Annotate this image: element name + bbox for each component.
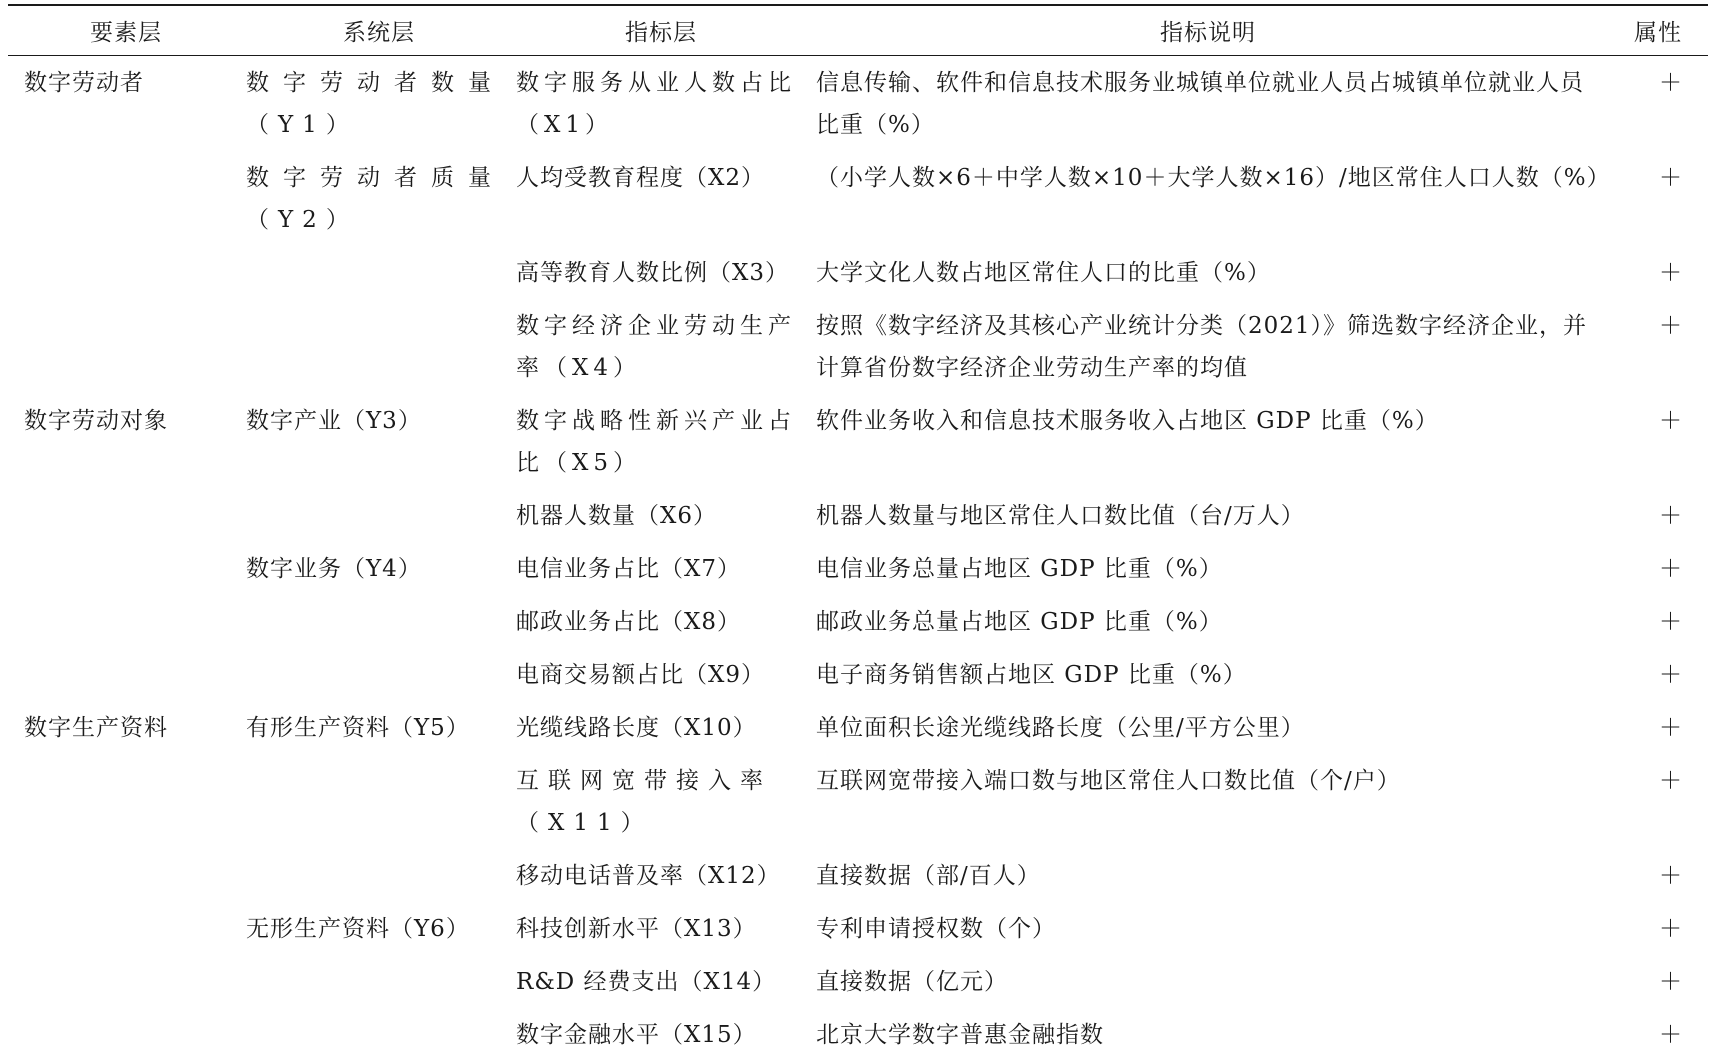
indicator-cell: 邮政业务占比（X8）	[516, 608, 742, 635]
attribute-cell: ＋	[1659, 767, 1683, 794]
header-row	[8, 5, 1708, 55]
system-layer-cell: 有形生产资料（Y5）	[246, 714, 470, 741]
system-layer-cell	[244, 1008, 514, 1056]
system-layer-cell	[244, 955, 514, 1008]
header-attribute: 属性	[1608, 5, 1708, 55]
description-cell: 直接数据（亿元）	[816, 968, 1008, 995]
header-element-layer: 要素层	[8, 5, 244, 55]
table-row	[8, 648, 1708, 701]
attribute-cell: ＋	[1659, 69, 1683, 96]
element-layer-cell	[8, 489, 244, 542]
element-layer-cell	[8, 648, 244, 701]
system-layer-cell	[244, 754, 514, 849]
table-row	[8, 595, 1708, 648]
table-row	[8, 394, 1708, 489]
element-layer-cell	[8, 595, 244, 648]
system-layer-cell: 数字产业（Y3）	[246, 407, 422, 434]
description-cell: （小学人数×6＋中学人数×10＋大学人数×16）/地区常住人口人数（%）	[816, 164, 1611, 191]
system-layer-cell	[244, 489, 514, 542]
table-row	[8, 902, 1708, 955]
indicator-cell: 移动电话普及率（X12）	[516, 862, 781, 889]
element-layer-cell	[8, 955, 244, 1008]
attribute-cell: ＋	[1659, 661, 1683, 688]
element-layer-cell: 数字劳动对象	[24, 407, 168, 434]
indicator-cell: 科技创新水平（X13）	[516, 915, 757, 942]
system-layer-cell	[244, 246, 514, 299]
table-row	[8, 1008, 1708, 1056]
attribute-cell: ＋	[1659, 968, 1683, 995]
header-indicator-layer: 指标层	[514, 5, 808, 55]
indicator-cell: 数字战略性新兴产业占比（X5）	[516, 407, 796, 476]
indicator-cell: 互联网宽带接入率（X11）	[516, 767, 772, 836]
system-layer-cell: 数字劳动者质量（Y2）	[246, 164, 500, 233]
attribute-cell: ＋	[1659, 502, 1683, 529]
element-layer-cell: 数字劳动者	[24, 69, 144, 96]
system-layer-cell	[244, 849, 514, 902]
element-layer-cell	[8, 849, 244, 902]
description-cell: 机器人数量与地区常住人口数比值（台/万人）	[816, 502, 1305, 529]
attribute-cell: ＋	[1659, 555, 1683, 582]
indicator-cell: 数字金融水平（X15）	[516, 1021, 757, 1048]
element-layer-cell	[8, 542, 244, 595]
table-row	[8, 849, 1708, 902]
system-layer-cell	[244, 595, 514, 648]
system-layer-cell	[244, 648, 514, 701]
description-cell: 互联网宽带接入端口数与地区常住人口数比值（个/户）	[816, 767, 1401, 794]
description-cell: 邮政业务总量占地区 GDP 比重（%）	[816, 608, 1223, 635]
attribute-cell: ＋	[1659, 407, 1683, 434]
description-cell: 大学文化人数占地区常住人口的比重（%）	[816, 259, 1271, 286]
element-layer-cell	[8, 1008, 244, 1056]
attribute-cell: ＋	[1659, 608, 1683, 635]
table-row	[8, 701, 1708, 754]
element-layer-cell	[8, 151, 244, 246]
table-row	[8, 542, 1708, 595]
table-row	[8, 151, 1708, 246]
table-row	[8, 55, 1708, 151]
attribute-cell: ＋	[1659, 862, 1683, 889]
element-layer-cell	[8, 299, 244, 394]
description-cell: 专利申请授权数（个）	[816, 915, 1056, 942]
indicator-cell: 电商交易额占比（X9）	[516, 661, 766, 688]
element-layer-cell	[8, 902, 244, 955]
description-cell: 电子商务销售额占地区 GDP 比重（%）	[816, 661, 1247, 688]
table-row	[8, 754, 1708, 849]
description-cell: 按照《数字经济及其核心产业统计分类（2021）》筛选数字经济企业，并计算省份数字经济企业劳动生产率的均值	[816, 312, 1588, 381]
indicator-cell: 人均受教育程度（X2）	[516, 164, 766, 191]
indicator-cell: 电信业务占比（X7）	[516, 555, 742, 582]
attribute-cell: ＋	[1659, 259, 1683, 286]
description-cell: 北京大学数字普惠金融指数	[816, 1021, 1104, 1048]
table-row	[8, 955, 1708, 1008]
attribute-cell: ＋	[1659, 714, 1683, 741]
element-layer-cell	[8, 754, 244, 849]
element-layer-cell: 数字生产资料	[24, 714, 168, 741]
indicator-table-container	[8, 4, 1708, 1056]
indicator-cell: 光缆线路长度（X10）	[516, 714, 757, 741]
indicator-cell: 机器人数量（X6）	[516, 502, 718, 529]
table-row	[8, 299, 1708, 394]
system-layer-cell: 无形生产资料（Y6）	[246, 915, 470, 942]
attribute-cell: ＋	[1659, 1021, 1683, 1048]
description-cell: 单位面积长途光缆线路长度（公里/平方公里）	[816, 714, 1305, 741]
attribute-cell: ＋	[1659, 312, 1683, 339]
element-layer-cell	[8, 246, 244, 299]
system-layer-cell	[244, 299, 514, 394]
attribute-cell: ＋	[1659, 915, 1683, 942]
description-cell: 电信业务总量占地区 GDP 比重（%）	[816, 555, 1223, 582]
header-indicator-description: 指标说明	[808, 5, 1608, 55]
system-layer-cell: 数字业务（Y4）	[246, 555, 422, 582]
system-layer-cell: 数字劳动者数量（Y1）	[246, 69, 500, 138]
table-row	[8, 489, 1708, 542]
description-cell: 软件业务收入和信息技术服务收入占地区 GDP 比重（%）	[816, 407, 1439, 434]
header-system-layer: 系统层	[244, 5, 514, 55]
table-body	[8, 55, 1708, 1056]
table-header	[8, 5, 1708, 55]
attribute-cell: ＋	[1659, 164, 1683, 191]
indicator-cell: 高等教育人数比例（X3）	[516, 259, 790, 286]
table-row	[8, 246, 1708, 299]
indicator-cell: 数字服务从业人数占比（X1）	[516, 69, 796, 138]
indicator-cell: R&D 经费支出（X14）	[516, 968, 777, 995]
indicator-table	[8, 4, 1708, 1056]
description-cell: 直接数据（部/百人）	[816, 862, 1041, 889]
indicator-cell: 数字经济企业劳动生产率（X4）	[516, 312, 796, 381]
description-cell: 信息传输、软件和信息技术服务业城镇单位就业人员占城镇单位就业人员比重（%）	[816, 69, 1584, 138]
